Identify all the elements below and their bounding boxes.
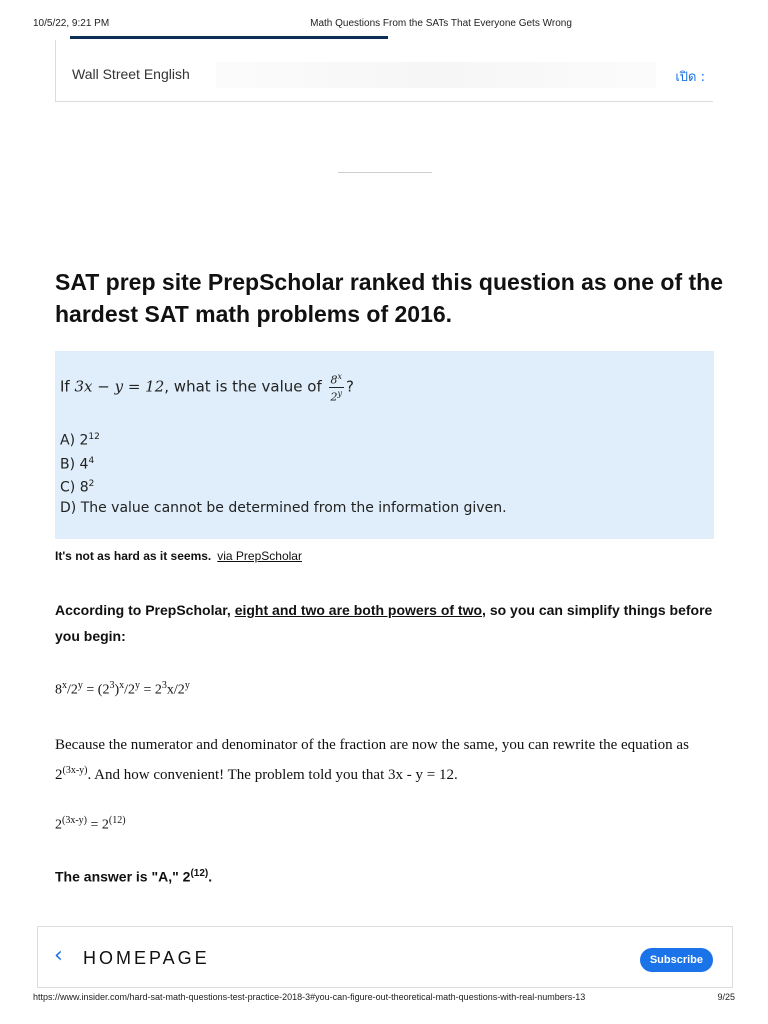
option-c: C) $8^2$ [60, 479, 95, 496]
print-title: Math Questions From the SATs That Everyone Gets Wrong [310, 18, 572, 29]
paragraph-intro: According to PrepScholar, eight and two are both powers of two, so you can simplify things before you begin: [55, 602, 713, 644]
answer-options [60, 427, 507, 518]
chevron-left-icon[interactable]: ‹ [54, 943, 63, 968]
question-equation: 3x − y = 12 [74, 377, 165, 396]
subscribe-button[interactable]: Subscribe [640, 948, 713, 972]
ad-brand: Wall Street English [72, 66, 190, 82]
caption-text: It's not as hard as it seems. [55, 549, 212, 563]
caption-source-link[interactable]: via PrepScholar [217, 549, 302, 563]
answer-statement: The answer is "A," 2$^{(12)}$. [55, 868, 213, 885]
homepage-link[interactable]: HOMEPAGE [83, 948, 210, 968]
image-caption [55, 549, 302, 563]
section-divider [338, 172, 432, 173]
option-a: A) $2^{12}$ [60, 432, 100, 449]
sticky-footer-bar [37, 926, 733, 988]
question-fraction: $\frac{8^x}{2^y}$ [330, 372, 343, 404]
article-headline: SAT prep site PrepScholar ranked this question as one of the hardest SAT math problems of 2016. [55, 269, 723, 327]
powers-of-two-link[interactable]: eight and two are both powers of two [234, 602, 483, 618]
print-page-number: 9/25 [717, 992, 735, 1002]
question-image [55, 351, 714, 539]
print-url: https://www.insider.com/hard-sat-math-questions-test-practice-2018-3#you-can-figure-out-theoretical-math-questions-with-real-numbers-13 [33, 992, 586, 1002]
print-header [0, 18, 768, 32]
paragraph-rewrite: Because the numerator and denominator of the fraction are now the same, you can rewrite the equation as $2^{(3x-y)}$. And how convenient! The problem told you that 3x - y = 12. [55, 737, 689, 783]
equation-simplify: $8^x/2^y = (2^3)^x/2^y = 2^3x/2^y$ [55, 680, 190, 698]
equation-result: $2^{(3x-y)} = 2^{(12)}$ [55, 815, 126, 833]
question-text: If 3x − y = 12, what is the value of $\frac{8^x}{2^y}$ ? [60, 372, 355, 404]
ad-banner[interactable] [55, 40, 713, 102]
ad-open-button[interactable]: เปิด : [675, 70, 705, 85]
ad-faded-text [216, 62, 656, 88]
print-timestamp: 10/5/22, 9:21 PM [33, 18, 110, 29]
option-d: D) The value cannot be determined from the information given. [60, 499, 507, 516]
ad-progress-bar [70, 36, 388, 39]
option-b: B) $4^4$ [60, 455, 95, 473]
